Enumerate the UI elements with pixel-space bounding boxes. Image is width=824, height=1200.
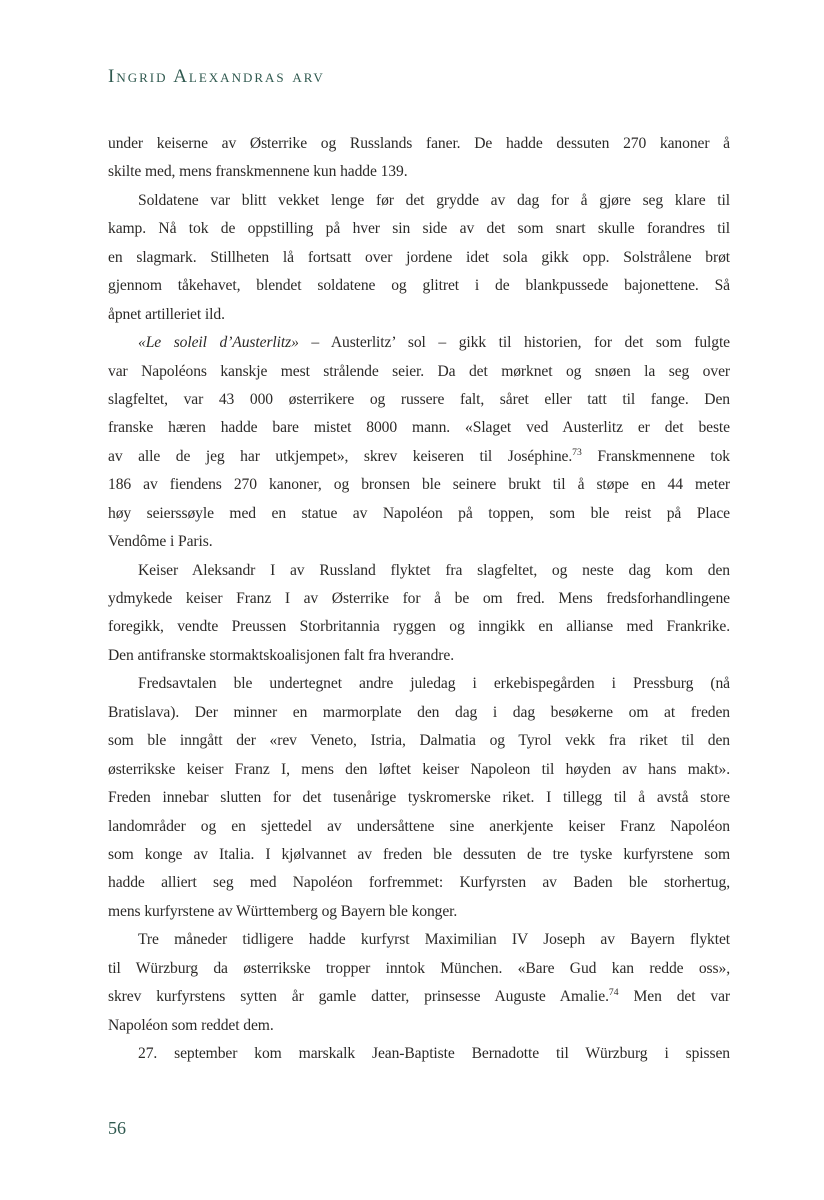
text-line: «Le soleil d’Austerlitz» – Austerlitz’ sol – gikk til historien, for det som fulgte (138, 334, 731, 352)
text-line: mens kurfyrstene av Württemberg og Bayern ble konger. (108, 902, 458, 920)
text-line: foregikk, vendte Preussen Storbritannia ryggen og inngikk en allianse med Frankrike. (108, 618, 730, 636)
text-line: gjennom tåkehavet, blendet soldatene og glitret i de blankpussede bajonettene. Så (108, 277, 730, 295)
text-line: under keiserne av Østerrike og Russlands faner. De hadde dessuten 270 kanoner å (108, 135, 730, 152)
text-line: skilte med, mens franskmennene kun hadde 139. (108, 163, 408, 181)
running-header: Ingrid Alexandras arv (108, 66, 325, 87)
text-line: Freden innebar slutten for det tusenårige tyskromerske riket. I tillegg til å avstå store (108, 789, 730, 807)
text-line: åpnet artilleriet ild. (108, 305, 225, 323)
text-line: som ble inngått der «rev Veneto, Istria, Dalmatia og Tyrol vekk fra riket til den (108, 732, 730, 750)
text-line: Bratislava). Der minner en marmorplate den dag i dag besøkerne om at freden (108, 703, 730, 721)
text-line: franske hæren hadde bare mistet 8000 mann. «Slaget ved Austerlitz er det beste (108, 419, 730, 437)
text-line: Napoléon som reddet dem. (108, 1016, 274, 1034)
text-line: skrev kurfyrstens sytten år gamle datter, prinsesse Auguste Amalie.$^{74}$ Men det var (108, 986, 730, 1006)
text-line: var Napoléons kanskje mest strålende seier. Da det mørknet og snøen la seg over (108, 362, 730, 380)
text-line: til Würzburg da østerrikske tropper inntok München. «Bare Gud kan redde oss», (108, 959, 730, 977)
text-line: østerrikske keiser Franz I, mens den løftet keiser Napoleon til høyden av hans makt». (108, 760, 730, 778)
text-line: av alle de jeg har utkjempet», skrev keiseren til Joséphine.$^{73}$ Franskmennene tok (108, 446, 731, 465)
page-number: 56 (108, 1118, 126, 1138)
text-line: Tre måneder tidligere hadde kurfyrst Maximilian IV Joseph av Bayern flyktet (138, 931, 730, 949)
text-line: landområder og en sjettedel av undersåttene sine anerkjente keiser Franz Napoléon (108, 817, 730, 835)
text-line: 186 av fiendens 270 kanoner, og bronsen ble seinere brukt til å støpe en 44 meter (108, 476, 730, 494)
body-text (108, 130, 730, 1068)
text-line: en slagmark. Stillheten lå fortsatt over jordene idet sola gikk opp. Solstrålene brøt (108, 248, 730, 266)
text-line: høy seierssøyle med en statue av Napoléon på toppen, som ble reist på Place (108, 504, 730, 522)
text-line: ydmykede keiser Franz I av Østerrike for å be om fred. Mens fredsforhandlingene (108, 590, 730, 607)
text-line: Fredsavtalen ble undertegnet andre juledag i erkebispegården i Pressburg (nå (138, 675, 730, 693)
text-line: slagfeltet, var 43 000 østerrikere og russere falt, såret eller tatt til fange. Den (108, 390, 730, 408)
text-line: som konge av Italia. I kjølvannet av freden ble dessuten de tre tyske kurfyrstene som (108, 845, 730, 863)
text-line: Keiser Aleksandr I av Russland flyktet fra slagfeltet, og neste dag kom den (138, 561, 730, 579)
text-line: 27. september kom marskalk Jean-Baptiste Bernadotte til Würzburg i spissen (138, 1045, 730, 1062)
text-line: hadde alliert seg med Napoléon forfremmet: Kurfyrsten av Baden ble storhertug, (108, 874, 730, 892)
text-line: kamp. Nå tok de oppstilling på hver sin side av det som snart skulle forandres til (108, 220, 730, 238)
text-line: Soldatene var blitt vekket lenge før det grydde av dag for å gjøre seg klare til (138, 191, 730, 209)
text-line: Den antifranske stormaktskoalisjonen falt fra hverandre. (108, 646, 454, 664)
text-line: Vendôme i Paris. (108, 533, 213, 551)
